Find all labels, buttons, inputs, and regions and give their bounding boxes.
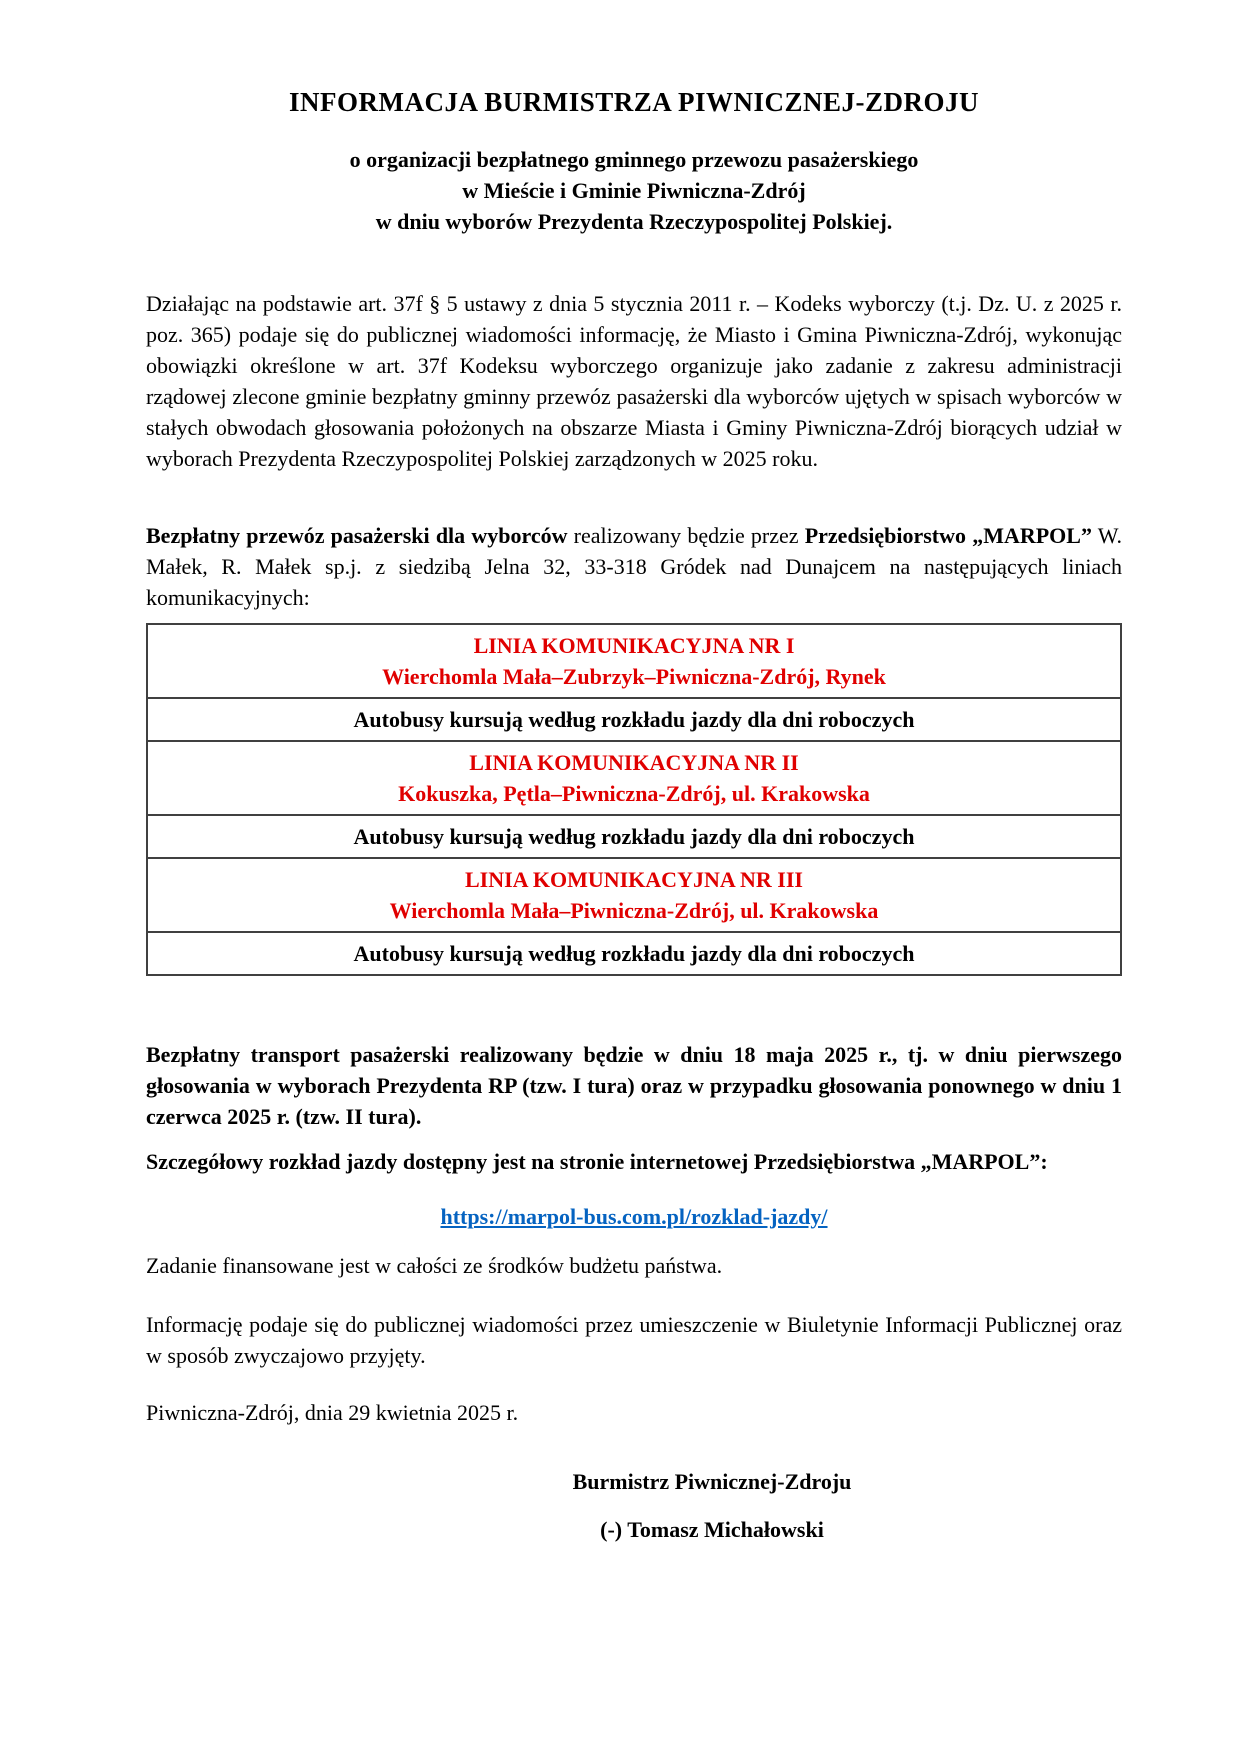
line-1-title: LINIA KOMUNIKACYJNA NR I [473,633,795,658]
table-row [147,932,1121,975]
operator-bold-segment: Bezpłatny przewóz pasażerski dla wyborców [146,523,568,548]
line-2-title: LINIA KOMUNIKACYJNA NR II [469,750,799,775]
line-1-header-cell [147,624,1121,698]
page-subtitle [146,144,1122,237]
table-row [147,624,1121,698]
table-row [147,858,1121,932]
line-3-header-cell [147,858,1121,932]
signature-role: Burmistrz Piwnicznej-Zdroju [572,1469,852,1494]
signature-name: (-) Tomasz Michałowski [600,1517,824,1542]
table-row [147,815,1121,858]
line-2-header-cell [147,741,1121,815]
paragraph-schedule-info: Szczegółowy rozkład jazdy dostępny jest na stronie internetowej Przedsiębiorstwa „MARPOL”: [146,1149,1048,1174]
line-1-note-cell: Autobusy kursują według rozkładu jazdy dla dni roboczych [147,698,1121,741]
line-3-title: LINIA KOMUNIKACYJNA NR III [465,867,803,892]
line-3-note-cell: Autobusy kursują według rozkładu jazdy dla dni roboczych [147,932,1121,975]
table-row [147,698,1121,741]
paragraph-funding: Zadanie finansowane jest w całości ze środków budżetu państwa. [146,1253,723,1278]
operator-company-name: Przedsiębiorstwo „MARPOL” [804,523,1092,548]
signature-block [487,1466,937,1545]
operator-regular-segment: realizowany będzie przez [567,523,805,548]
line-1-route: Wierchomla Mała–Zubrzyk–Piwniczna-Zdrój, Rynek [382,664,886,689]
paragraph-operator [146,520,1122,613]
subtitle-line: w dniu wyborów Prezydenta Rzeczypospolitej Polskiej. [375,209,893,234]
paragraph-transport-dates: Bezpłatny transport pasażerski realizowany będzie w dniu 18 maja 2025 r., tj. w dniu pierwszego głosowania w wyborach Prezydenta RP (tzw. I tura) oraz w przypadku głosowania ponownego w dniu 1 czerwca 2025 r. (tzw. II tura). [146,1042,1122,1129]
schedule-link-row [146,1201,1122,1232]
line-2-note-cell: Autobusy kursują według rozkładu jazdy dla dni roboczych [147,815,1121,858]
paragraph-dateline: Piwniczna-Zdrój, dnia 29 kwietnia 2025 r. [146,1400,519,1425]
paragraph-publication: Informację podaje się do publicznej wiadomości przez umieszczenie w Biuletynie Informacji Publicznej oraz w sposób zwyczajowo przyjęty. [146,1312,1122,1368]
subtitle-line: w Mieście i Gminie Piwniczna-Zdrój [462,178,806,203]
page-title: INFORMACJA BURMISTRZA PIWNICZNEJ-ZDROJU [288,87,980,117]
subtitle-line: o organizacji bezpłatnego gminnego przewozu pasażerskiego [349,147,919,172]
line-2-route: Kokuszka, Pętla–Piwniczna-Zdrój, ul. Krakowska [398,781,870,806]
schedule-hyperlink[interactable]: https://marpol-bus.com.pl/rozklad-jazdy/ [440,1204,828,1229]
table-row [147,741,1121,815]
paragraph-legal-basis: Działając na podstawie art. 37f § 5 ustawy z dnia 5 stycznia 2011 r. – Kodeks wyborczy (t.j. Dz. U. z 2025 r. poz. 365) podaje się do publicznej wiadomości informację, że Miasto i Gmina Piwniczna-Zdrój, wykonując obowiązki określone w art. 37f Kodeksu wyborczego organizuje jako zadanie z zakresu administracji rządowej zlecone gminie bezpłatny gminny przewóz pasażerski dla wyborców ujętych w spisach wyborców w stałych obwodach głosowania położonych na obszarze Miasta i Gminy Piwniczna-Zdrój biorących udział w wyborach Prezydenta Rzeczypospolitej Polskiej zarządzonych w 2025 roku. [146,291,1122,471]
transport-lines-table [146,623,1122,976]
operator-address-segment: W. Małek, R. Małek sp.j. z siedzibą Jelna 32, 33-318 Gródek nad Dunajcem na następujących liniach komunikacyjnych: [146,523,1122,610]
line-3-route: Wierchomla Mała–Piwniczna-Zdrój, ul. Krakowska [389,898,879,923]
